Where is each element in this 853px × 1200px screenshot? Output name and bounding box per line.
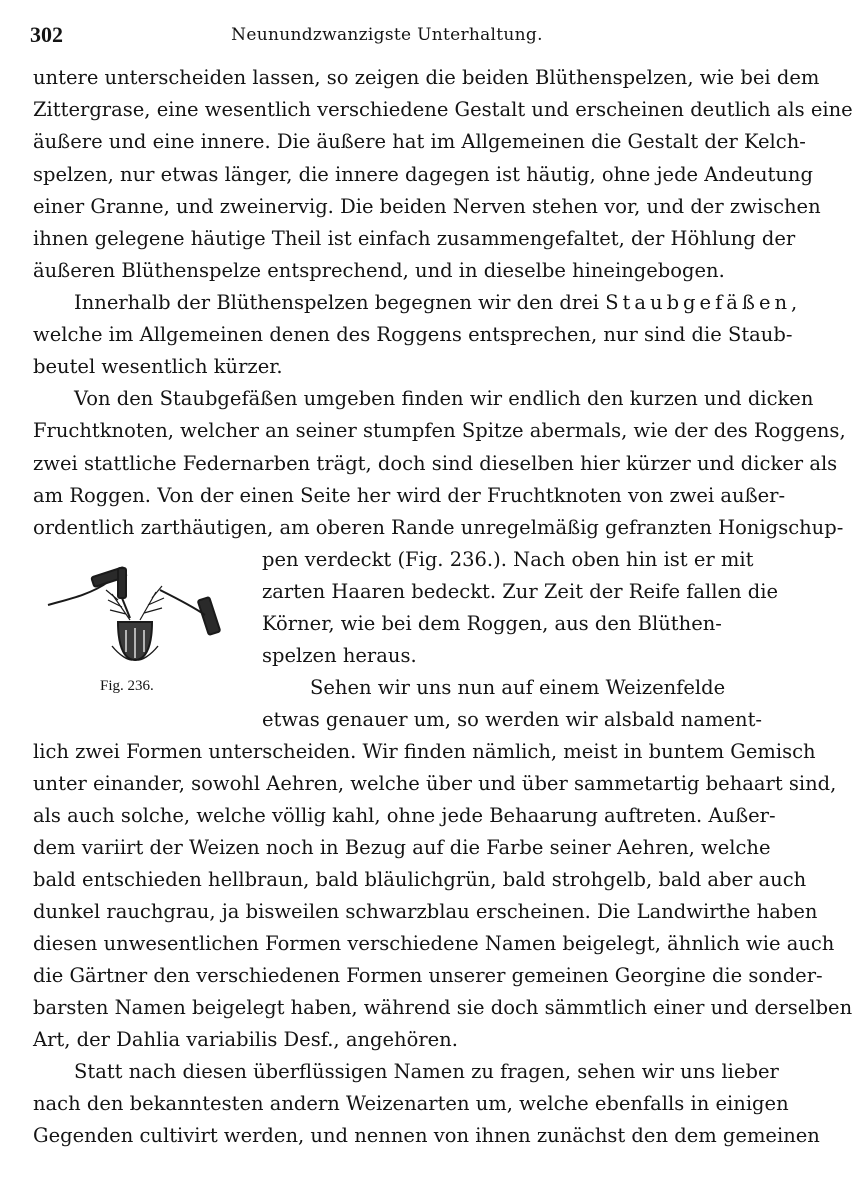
text-line: Fruchtknoten, welcher an seiner stumpfen Spitze abermals, wie der des Roggens, [33,419,846,442]
text-line [74,291,802,315]
text-line: äußere und eine innere. Die äußere hat im Allgemeinen die Gestalt der Kelch- [33,130,806,153]
text-line: etwas genauer um, so werden wir alsbald nament- [262,708,762,731]
text-line: Zittergrase, eine wesentlich verschiedene Gestalt und erscheinen deutlich als eine [33,98,853,121]
text-line: diesen unwesentlichen Formen verschiedene Namen beigelegt, ähnlich wie auch [33,932,835,955]
text-line: Art, der Dahlia variabilis Desf., angehören. [33,1028,458,1051]
text-line: bald entschieden hellbraun, bald bläulichgrün, bald strohgelb, bald aber auch [33,868,807,891]
text-line: Statt nach diesen überflüssigen Namen zu fragen, sehen wir uns lieber [74,1060,779,1083]
text-line: pen verdeckt (Fig. 236.). Nach oben hin ist er mit [262,548,754,571]
text-line: ordentlich zarthäutigen, am oberen Rande unregelmäßig gefranzten Honigschup- [33,516,844,539]
text-line: einer Granne, und zweinervig. Die beiden Nerven stehen vor, und der zwischen [33,195,821,218]
running-head: Neunundzwanzigste Unterhaltung. [231,25,543,45]
text-line: dem variirt der Weizen noch in Bezug auf die Farbe seiner Aehren, welche [33,836,771,859]
text-line: nach den bekanntesten andern Weizenarten um, welche ebenfalls in einigen [33,1092,789,1115]
emphasized-term: Staubgefäßen, [605,291,802,314]
page-number: 302 [30,22,63,47]
text-line: lich zwei Formen unterscheiden. Wir finden nämlich, meist in buntem Gemisch [33,740,816,763]
text-line: äußeren Blüthenspelze entsprechend, und in dieselbe hineingebogen. [33,259,725,282]
flower-illustration [40,560,230,670]
text-line: untere unterscheiden lassen, so zeigen die beiden Blüthenspelzen, wie bei dem [33,66,820,89]
text-line: welche im Allgemeinen denen des Roggens entsprechen, nur sind die Staub- [33,323,793,346]
text-line: barsten Namen beigelegt haben, während sie doch sämmtlich einer und derselben [33,996,853,1019]
text-line: ihnen gelegene häutige Theil ist einfach zusammengefaltet, der Höhlung der [33,227,796,250]
text-line: zwei stattliche Federnarben trägt, doch sind dieselben hier kürzer und dicker als [33,452,838,475]
text-run: Innerhalb der Blüthenspelzen begegnen wir den drei [74,291,599,314]
text-line: zarten Haaren bedeckt. Zur Zeit der Reife fallen die [262,580,779,603]
text-line: dunkel rauchgrau, ja bisweilen schwarzblau erscheinen. Die Landwirthe haben [33,900,818,923]
text-line: spelzen heraus. [262,644,417,667]
text-line: Von den Staubgefäßen umgeben finden wir endlich den kurzen und dicken [74,387,814,410]
text-line: am Roggen. Von der einen Seite her wird der Fruchtknoten von zwei außer- [33,484,786,507]
text-line: spelzen, nur etwas länger, die innere dagegen ist häutig, ohne jede Andeutung [33,163,813,186]
text-line: beutel wesentlich kürzer. [33,355,283,378]
figure-caption: Fig. 236. [100,678,154,694]
text-line: unter einander, sowohl Aehren, welche über und über sammetartig behaart sind, [33,772,837,795]
figure-illustration [40,560,230,670]
page-header [30,22,704,52]
text-line: die Gärtner den verschiedenen Formen unserer gemeinen Georgine die sonder- [33,964,823,987]
text-line: Gegenden cultivirt werden, und nennen von ihnen zunächst den dem gemeinen [33,1124,820,1147]
text-line: als auch solche, welche völlig kahl, ohne jede Behaarung auftreten. Außer- [33,804,776,827]
text-line: Sehen wir uns nun auf einem Weizenfelde [310,676,726,699]
text-line: Körner, wie bei dem Roggen, aus den Blüthen- [262,612,722,635]
